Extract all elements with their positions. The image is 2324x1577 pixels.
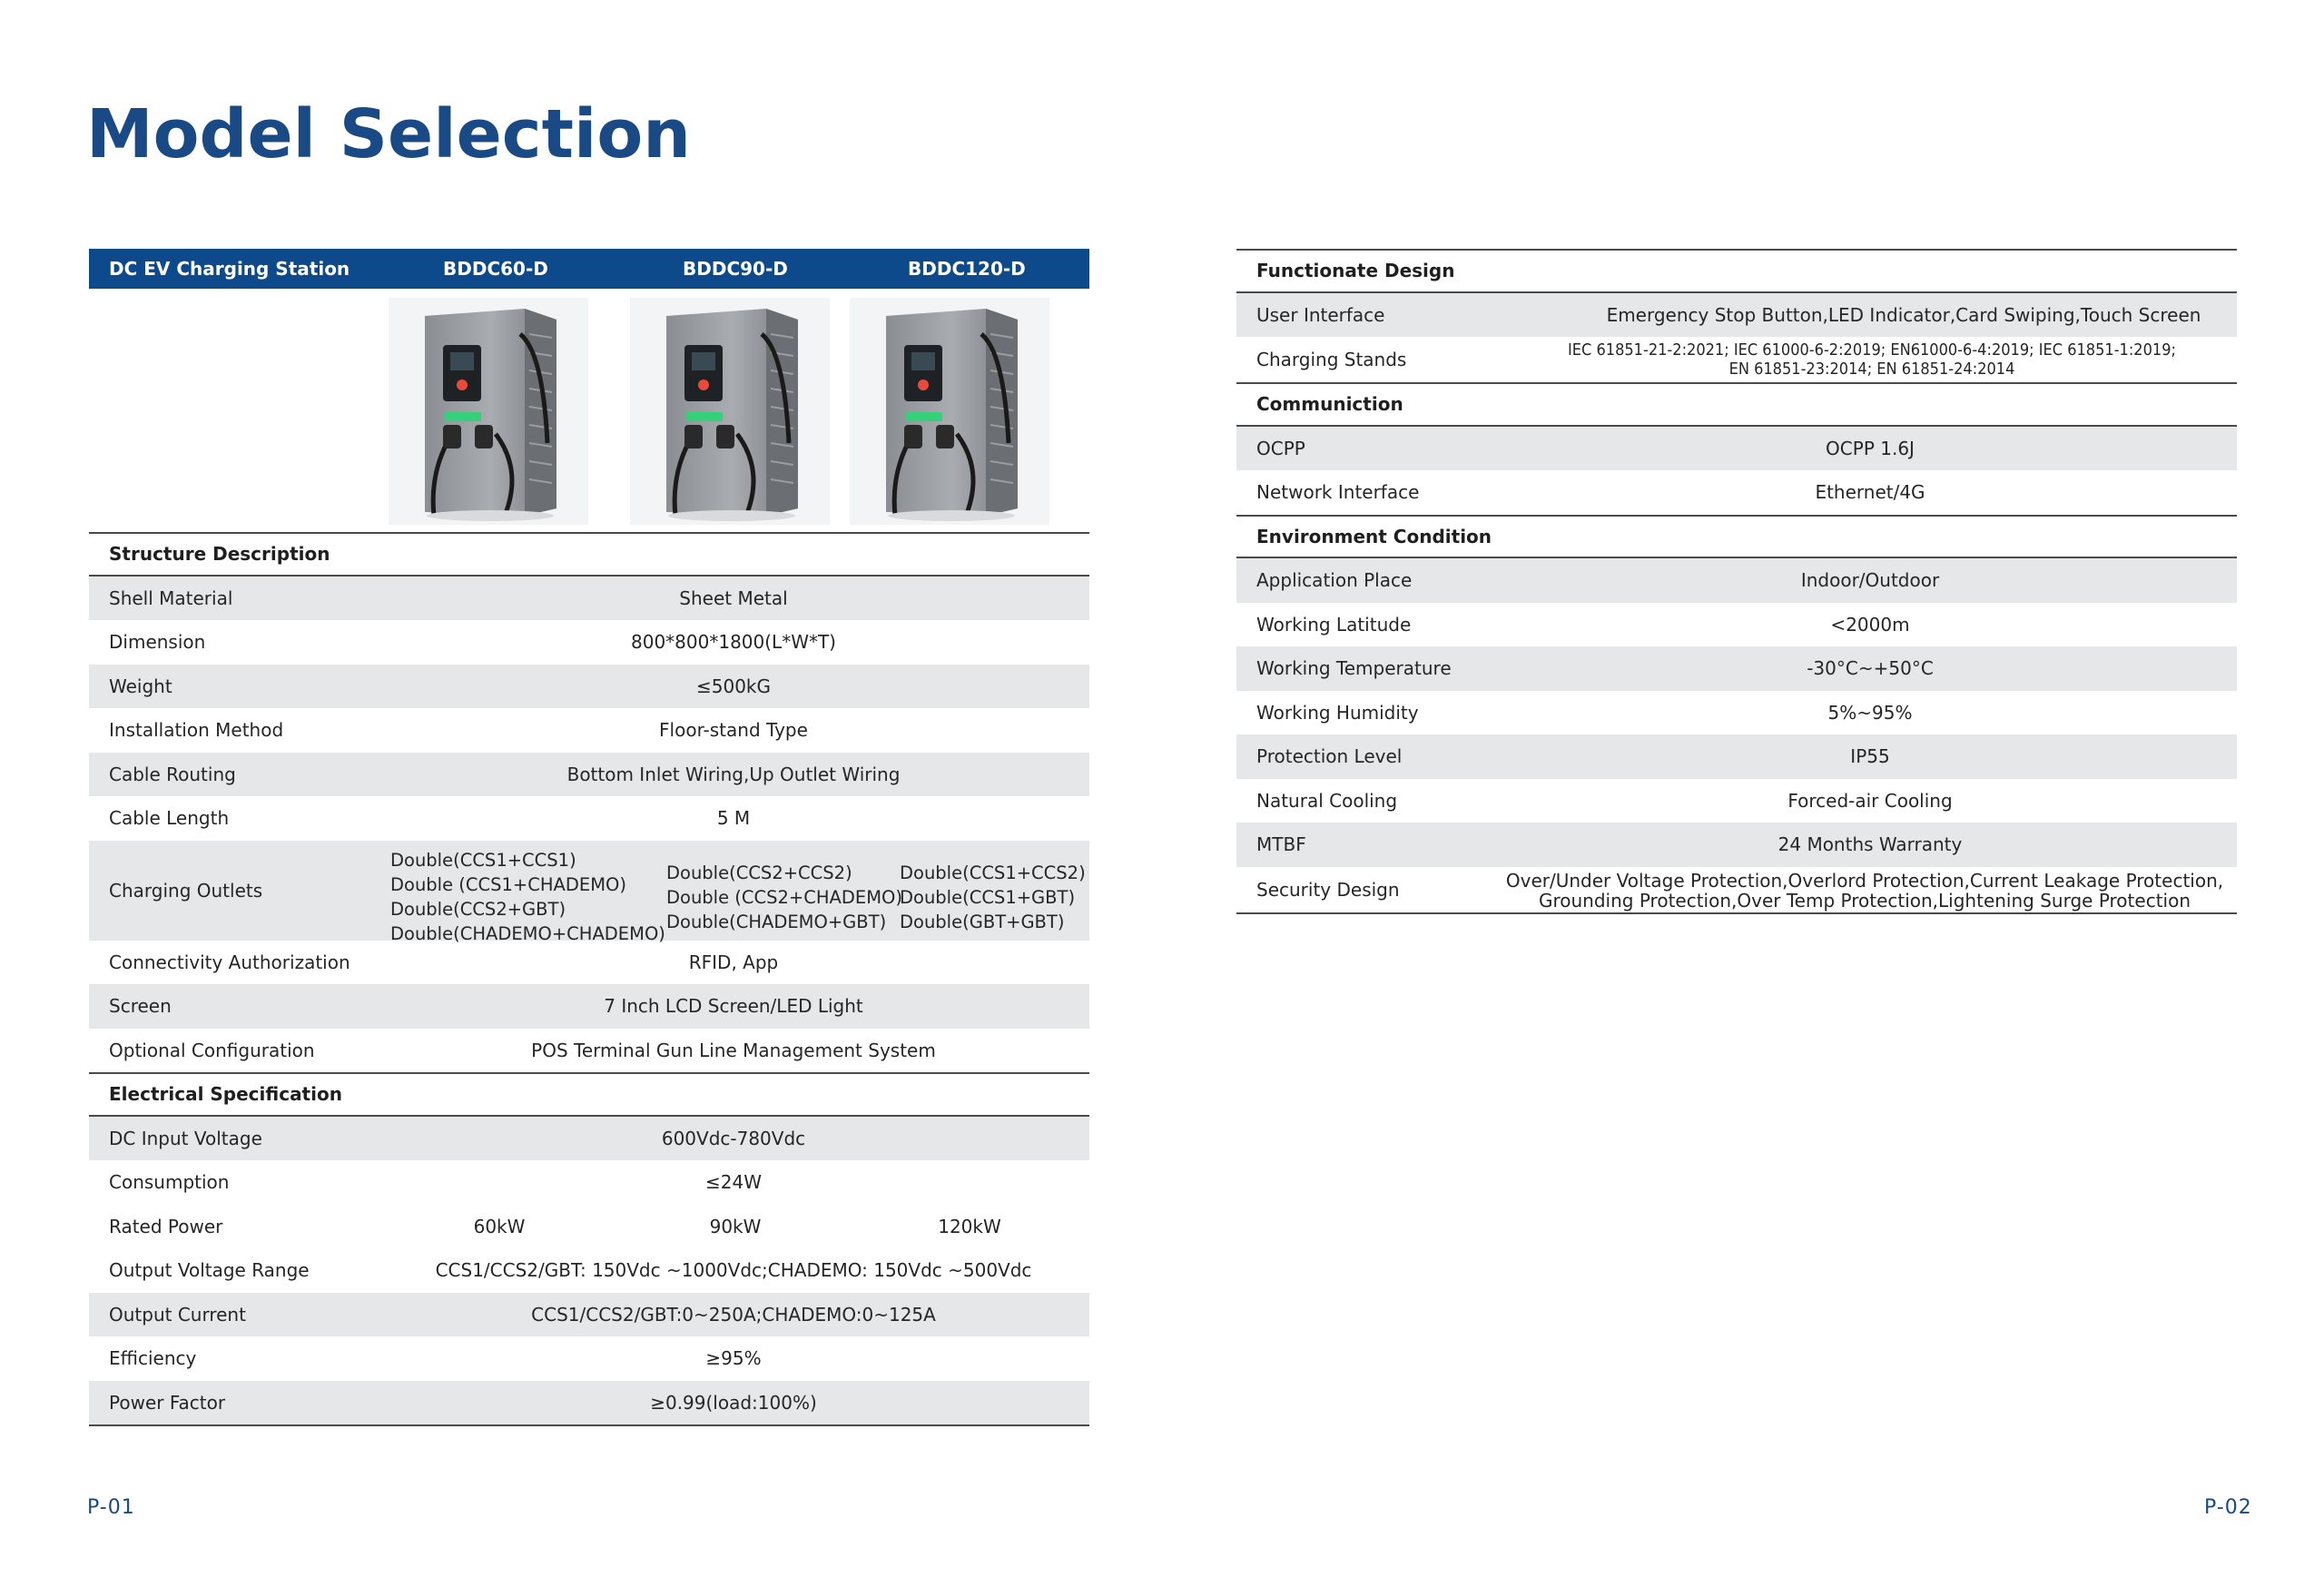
- spec-value: 24 Months Warranty: [1777, 833, 1963, 855]
- section-functional: Functionate Design: [1236, 249, 2237, 293]
- spec-value: OCPP 1.6J: [1826, 437, 1915, 459]
- spec-label: Cable Length: [109, 807, 230, 829]
- spec-row: [1236, 734, 2237, 779]
- security-design-value: Over/Under Voltage Protection,Overlord Protection,Current Leakage Protection, Grounding Protection,Over Temp Protection,Lightening Surge Protection: [1505, 869, 2224, 912]
- charger-image-120: [850, 298, 1049, 525]
- spec-row: [89, 796, 1089, 841]
- spec-value: 5%~95%: [1827, 701, 1913, 724]
- spec-value: 800*800*1800(L*W*T): [631, 631, 836, 653]
- spec-value: IP55: [1850, 745, 1890, 767]
- spec-label: Efficiency: [109, 1347, 197, 1369]
- spec-value: CCS1/CCS2/GBT:0~250A;CHADEMO:0~125A: [531, 1303, 936, 1326]
- charger-image-60: [389, 298, 588, 525]
- spec-value: POS Terminal Gun Line Management System: [531, 1039, 936, 1061]
- outlet-option: Double(CHADEMO+CHADEMO): [390, 922, 665, 944]
- spec-value: Ethernet/4G: [1815, 481, 1925, 503]
- spec-label: Screen: [109, 995, 172, 1017]
- spec-value: -30°C~+50°C: [1807, 657, 1934, 679]
- spec-label: Shell Material: [109, 586, 233, 609]
- spec-row: [89, 1029, 1089, 1073]
- spec-row: [1236, 646, 2237, 691]
- spec-value: Indoor/Outdoor: [1800, 569, 1940, 591]
- spec-value: RFID, App: [688, 951, 779, 973]
- spec-label: Connectivity Authorization: [109, 951, 350, 973]
- spec-value: ≤500kG: [695, 675, 772, 697]
- spec-label: Output Current: [109, 1303, 246, 1326]
- spec-label: Protection Level: [1256, 745, 1403, 767]
- spec-row: [89, 620, 1089, 665]
- page-number-right: P-02: [2204, 1496, 2252, 1519]
- model-bddc120: BDDC120-D: [908, 258, 1026, 280]
- section-electrical: Electrical Specification: [89, 1072, 1089, 1117]
- spec-label: MTBF: [1256, 833, 1306, 855]
- left-spec-table: [89, 249, 1089, 1426]
- spec-value: Forced-air Cooling: [1787, 789, 1953, 812]
- outlets-col-2: [666, 861, 902, 934]
- spec-label: Output Voltage Range: [109, 1259, 310, 1281]
- spec-row: [89, 1293, 1089, 1337]
- spec-value: CCS1/CCS2/GBT: 150Vdc ~1000Vdc;CHADEMO: 150Vdc ~500Vdc: [435, 1259, 1032, 1281]
- outlet-option: Double(CCS1+GBT): [900, 886, 1076, 908]
- spec-row: [89, 1336, 1089, 1381]
- spec-row: [1236, 427, 2237, 471]
- rated-power-90: 90kW: [709, 1215, 762, 1237]
- spec-row: [89, 1381, 1089, 1425]
- spec-label: OCPP: [1256, 437, 1305, 459]
- table-header: [89, 249, 1089, 289]
- spec-row: [1236, 470, 2237, 515]
- section-structure: Structure Description: [89, 532, 1089, 577]
- spec-label: Cable Routing: [109, 763, 236, 785]
- spec-label: DC Input Voltage: [109, 1127, 262, 1149]
- section-environment: Environment Condition: [1236, 515, 2237, 559]
- spec-label: Dimension: [109, 631, 206, 653]
- spec-row: [1236, 603, 2237, 647]
- outlets-col-3: [900, 861, 1086, 934]
- page-title: Model Selection: [86, 95, 691, 173]
- model-bddc60: BDDC60-D: [443, 258, 548, 280]
- spec-value: <2000m: [1830, 613, 1910, 636]
- rated-power-60: 60kW: [473, 1215, 526, 1237]
- spec-row: [89, 1160, 1089, 1205]
- spec-row: [1236, 691, 2237, 735]
- spec-label: Optional Configuration: [109, 1039, 315, 1061]
- right-spec-table: [1236, 249, 2237, 914]
- outlet-option: Double(CCS2+CCS2): [666, 862, 852, 883]
- spec-row: [89, 941, 1089, 985]
- spec-row: [89, 1117, 1089, 1161]
- outlets-col-1: [390, 848, 665, 946]
- outlet-option: Double(CCS2+GBT): [390, 898, 566, 920]
- outlet-option: Double (CCS2+CHADEMO): [666, 886, 902, 908]
- product-images: [89, 289, 1089, 532]
- spec-label: Working Latitude: [1256, 613, 1412, 636]
- row-security-design: Security Design Over/Under Voltage Protection,Overlord Protection,Current Leakage Protection, Grounding Protection,Over Temp Protection,Lightening Surge Protection: [1236, 867, 2237, 914]
- outlet-option: Double(CCS1+CCS1): [390, 849, 576, 871]
- spec-value: ≥0.99(load:100%): [650, 1391, 817, 1414]
- page-number-left: P-01: [87, 1496, 135, 1519]
- spec-value: Bottom Inlet Wiring,Up Outlet Wiring: [566, 763, 901, 785]
- spec-label: Application Place: [1256, 569, 1413, 591]
- charger-image-90: [630, 298, 830, 525]
- spec-label: Power Factor: [109, 1391, 226, 1414]
- spec-label: Consumption: [109, 1171, 230, 1193]
- row-charging-outlets: Charging Outlets Double(CCS1+CCS1) Double (CCS1+CHADEMO) Double(CCS2+GBT) Double(CHADEMO+CHADEMO) Double(CCS2+CCS2) Double (CCS2+CHADEMO) Double(CHADEMO+GBT) Double(CCS1+CCS2) Double(CCS1+GBT) Double(GBT+GBT): [89, 841, 1089, 941]
- spec-label: Weight: [109, 675, 172, 697]
- spec-value: ≤24W: [705, 1171, 762, 1193]
- spec-row: [1236, 823, 2237, 867]
- spec-row: [89, 1248, 1089, 1293]
- spec-row: [1236, 558, 2237, 603]
- spec-value: ≥95%: [705, 1347, 762, 1369]
- rated-power-120: 120kW: [938, 1215, 1001, 1237]
- spec-label: Installation Method: [109, 719, 284, 741]
- spec-row: [89, 984, 1089, 1029]
- spec-value: 600Vdc-780Vdc: [661, 1127, 806, 1149]
- spec-label: Network Interface: [1256, 481, 1420, 503]
- model-bddc90: BDDC90-D: [683, 258, 788, 280]
- charging-stands-value: IEC 61851-21-2:2021; IEC 61000-6-2:2019; EN61000-6-4:2019; IEC 61851-1:2019; EN 61851-23:2014; EN 61851-24:2014: [1568, 340, 2176, 379]
- spec-row: [89, 577, 1089, 621]
- spec-row: [89, 708, 1089, 753]
- outlet-option: Double(CHADEMO+GBT): [666, 911, 887, 932]
- outlet-option: Double(GBT+GBT): [900, 911, 1065, 932]
- spec-row: [89, 665, 1089, 709]
- spec-value: 7 Inch LCD Screen/LED Light: [604, 995, 863, 1017]
- spec-value: Sheet Metal: [679, 586, 788, 609]
- spec-row: [89, 753, 1089, 797]
- spec-label: Working Temperature: [1256, 657, 1452, 679]
- outlet-option: Double (CCS1+CHADEMO): [390, 873, 626, 895]
- spec-value: Floor-stand Type: [659, 719, 808, 741]
- section-communication: Communiction: [1236, 382, 2237, 427]
- row-rated-power: Rated Power 60kW 90kW 120kW: [89, 1205, 1089, 1249]
- spec-label: Working Humidity: [1256, 701, 1419, 724]
- spec-label: Natural Cooling: [1256, 789, 1398, 812]
- spec-value: 5 M: [716, 807, 751, 829]
- row-user-interface: User Interface Emergency Stop Button,LED Indicator,Card Swiping,Touch Screen: [1236, 293, 2237, 338]
- spec-row: [1236, 779, 2237, 823]
- outlet-option: Double(CCS1+CCS2): [900, 862, 1086, 883]
- header-label: DC EV Charging Station: [109, 258, 350, 280]
- row-charging-stands: Charging Stands IEC 61851-21-2:2021; IEC 61000-6-2:2019; EN61000-6-4:2019; IEC 61851-1:2019; EN 61851-23:2014; EN 61851-24:2014: [1256, 340, 2176, 379]
